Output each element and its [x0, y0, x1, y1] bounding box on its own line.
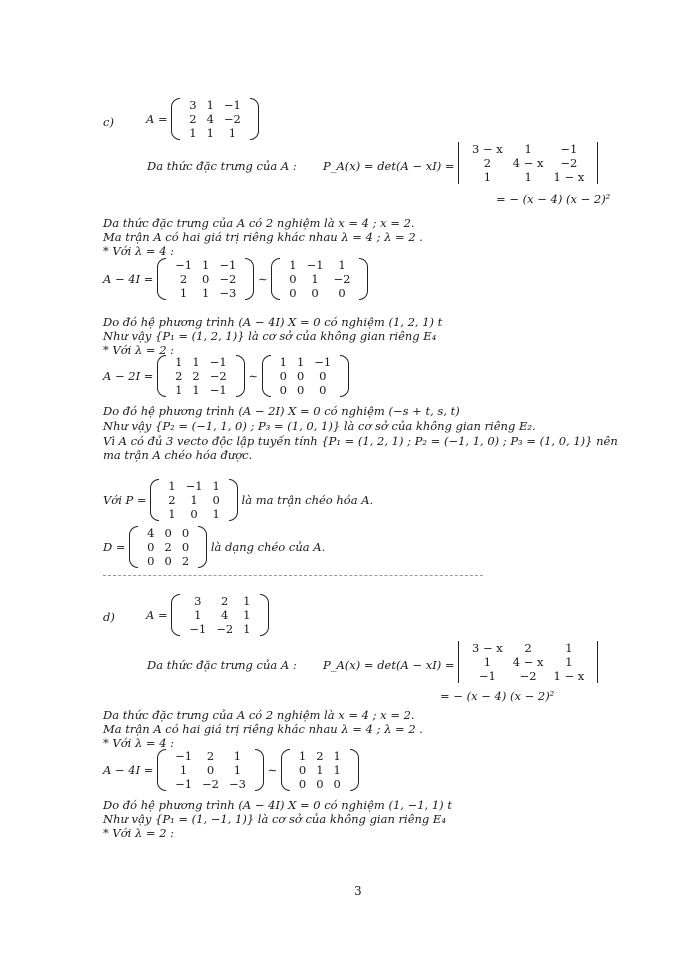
part-c-case2-label: * Với λ = 2 :	[103, 343, 175, 357]
matrix-grid	[170, 258, 241, 300]
part-d-case1-solution: Do đó hệ phương trình (A − 4I) X = 0 có nghiệm (1, −1, 1) t	[103, 798, 452, 812]
right-paren	[340, 355, 349, 397]
matrix-cell: 1	[565, 641, 573, 655]
matrix-cell: 0	[190, 507, 198, 521]
matrix-cell: 1	[192, 383, 200, 397]
right-bar	[597, 641, 598, 683]
matrix-cell: 1	[202, 286, 210, 300]
matrix	[171, 98, 259, 140]
matrix-cell: 2	[206, 749, 215, 763]
left-paren	[171, 594, 180, 636]
part-d-label: d)	[103, 610, 115, 624]
matrix-cell: 1	[289, 258, 297, 272]
matrix-cell: 1	[524, 142, 532, 156]
part-c-case1-solution: Do đó hệ phương trình (A − 4I) X = 0 có nghiệm (1, 2, 1) t	[103, 315, 443, 329]
right-paren	[359, 258, 368, 300]
matrix-grid	[294, 749, 346, 791]
matrix-cell: 0	[338, 286, 346, 300]
matrix-cell: 1	[233, 763, 242, 777]
matrix-cell: 0	[296, 369, 305, 383]
matrix-cell: 1	[228, 126, 237, 140]
case2-lhs: A − 2I =	[103, 369, 154, 383]
matrix-cell: 4	[206, 112, 214, 126]
matrix-cell: 1 − x	[553, 669, 585, 683]
matrix-cell: −1	[314, 355, 332, 369]
part-c-conclusion-line1: Vì A có đủ 3 vecto độc lập tuyến tính {P₁ = (1, 2, 1) ; P₂ = (−1, 1, 0) ; P₃ = (1, 0, 1)} nên	[103, 434, 618, 448]
p-suffix: là ma trận chéo hóa A.	[241, 493, 374, 507]
matrix-cell: 3 − x	[472, 142, 503, 156]
part-c-label: c)	[103, 115, 114, 129]
matrix-a-name: A =	[146, 608, 168, 622]
left-paren	[171, 98, 180, 140]
matrix-cell: 0	[164, 554, 172, 568]
matrix-cell: −2	[223, 112, 241, 126]
right-paren	[245, 258, 254, 300]
matrix-cell: 3	[194, 594, 202, 608]
left-bar	[458, 641, 459, 683]
matrix-cell: 1	[206, 126, 214, 140]
left-paren	[271, 258, 280, 300]
case1-lhs: A − 4I =	[103, 763, 154, 777]
left-paren	[262, 355, 271, 397]
matrix-cell: 0	[316, 777, 324, 791]
right-paren	[255, 749, 264, 791]
part-d-char-poly-label: Da thức đặc trưng của A :	[147, 658, 297, 672]
determinant	[458, 641, 598, 683]
matrix-cell: 1	[202, 258, 210, 272]
matrix-cell: 3	[189, 98, 197, 112]
matrix-cell: −2	[560, 156, 578, 170]
left-paren	[281, 749, 290, 791]
part-d-char-poly-lhs: P_A(x) = det(A − xI) =	[323, 658, 455, 672]
d-prefix: D =	[103, 540, 126, 554]
matrix-cell: −2	[209, 369, 227, 383]
matrix-cell: 1	[168, 507, 176, 521]
matrix-cell: 1	[338, 258, 346, 272]
matrix-cell: 1	[179, 286, 188, 300]
matrix-cell: 1	[298, 749, 307, 763]
matrix-cell: 1	[212, 507, 220, 521]
matrix-cell: 2	[221, 594, 229, 608]
matrix-cell: 2	[181, 554, 190, 568]
matrix-cell: 0	[279, 383, 287, 397]
part-c-case2-row	[103, 355, 349, 397]
matrix-cell: −2	[202, 777, 219, 791]
matrix-cell: 0	[311, 286, 319, 300]
equivalent-symbol: ∼	[248, 369, 258, 383]
matrix-cell: 0	[164, 526, 172, 540]
matrix-grid	[275, 355, 337, 397]
matrix-cell: 0	[289, 286, 297, 300]
case1-lhs: A − 4I =	[103, 272, 154, 286]
matrix-cell: 1	[565, 655, 573, 669]
matrix-cell: 0	[181, 526, 190, 540]
matrix-cell: 1	[206, 98, 214, 112]
matrix-cell: 2	[175, 369, 183, 383]
matrix-cell: 4 − x	[512, 655, 544, 669]
part-d-eigen-line: Ma trận A có hai giá trị riêng khác nhau λ = 4 ; λ = 2 .	[103, 722, 423, 736]
matrix-grid	[170, 749, 251, 791]
matrix-cell: −3	[228, 777, 246, 791]
matrix-cell: −1	[175, 258, 193, 272]
matrix	[157, 258, 254, 300]
equivalent-symbol: ∼	[267, 763, 278, 777]
part-d-case2-label: * Với λ = 2 :	[103, 826, 175, 840]
matrix-grid	[184, 594, 255, 636]
matrix-cell: 1 − x	[553, 170, 585, 184]
matrix-cell: −1	[306, 258, 324, 272]
matrix-cell: 1	[483, 170, 492, 184]
left-paren	[157, 749, 166, 791]
matrix-cell: 0	[147, 554, 155, 568]
matrix-cell: −1	[209, 355, 227, 369]
right-paren	[250, 98, 259, 140]
matrix-cell: 1	[189, 126, 197, 140]
matrix-cell: 3 − x	[472, 641, 503, 655]
matrix-cell: 1	[243, 594, 251, 608]
matrix-cell: 1	[524, 170, 532, 184]
matrix-cell: 4 − x	[512, 156, 544, 170]
matrix-a-name: A =	[146, 112, 168, 126]
matrix-cell: 1	[233, 749, 242, 763]
part-d-case1-basis: Như vậy {P₁ = (1, −1, 1)} là cơ sở của không gian riêng E₄	[103, 812, 446, 826]
matrix-cell: 2	[189, 112, 197, 126]
part-c-d-row	[103, 526, 325, 568]
matrix-cell: 1	[483, 655, 492, 669]
section-divider	[103, 575, 483, 576]
matrix-cell: 2	[192, 369, 200, 383]
left-paren	[129, 526, 138, 568]
part-c-det-matrix	[458, 142, 598, 184]
part-c-case1-row	[103, 258, 368, 300]
right-paren	[236, 355, 245, 397]
matrix-cell: 2	[524, 641, 532, 655]
matrix-cell: 1	[243, 608, 251, 622]
matrix-cell: −1	[175, 749, 193, 763]
matrix-cell: 1	[190, 493, 198, 507]
matrix-cell: 1	[243, 622, 251, 636]
matrix-cell: −1	[478, 669, 496, 683]
matrix	[150, 479, 238, 521]
matrix-cell: 1	[316, 763, 324, 777]
matrix-cell: 1	[175, 383, 183, 397]
right-paren	[260, 594, 269, 636]
matrix	[271, 258, 368, 300]
matrix-cell: −1	[560, 142, 578, 156]
matrix-cell: −1	[219, 258, 237, 272]
part-c-char-poly-label: Da thức đặc trưng của A :	[147, 159, 297, 173]
matrix-cell: −1	[223, 98, 241, 112]
matrix-cell: −1	[175, 777, 193, 791]
matrix-grid	[163, 479, 225, 521]
matrix-cell: 0	[289, 272, 297, 286]
matrix-cell: 2	[164, 540, 172, 554]
matrix-cell: 4	[221, 608, 229, 622]
part-c-conclusion-line2: ma trận A chéo hóa được.	[103, 448, 253, 462]
matrix-cell: 0	[298, 777, 307, 791]
matrix-grid	[184, 98, 246, 140]
matrix-grid	[142, 526, 194, 568]
part-c-roots-line: Da thức đặc trưng của A có 2 nghiệm là x = 4 ; x = 2.	[103, 216, 415, 230]
part-c-case2-solution: Do đó hệ phương trình (A − 2I) X = 0 có nghiệm (−s + t, s, t)	[103, 404, 460, 418]
matrix-cell: 0	[181, 540, 190, 554]
matrix-cell: −2	[333, 272, 351, 286]
equivalent-symbol: ∼	[257, 272, 268, 286]
part-c-char-poly-result: = − (x − 4) (x − 2)²	[496, 192, 611, 206]
matrix	[171, 594, 268, 636]
right-paren	[229, 479, 238, 521]
matrix-grid	[284, 258, 355, 300]
matrix-grid	[170, 355, 232, 397]
matrix-cell: 1	[168, 479, 176, 493]
matrix-grid	[467, 641, 589, 683]
d-suffix: là dạng chéo của A.	[210, 540, 326, 554]
part-c-case1-basis: Như vậy {P₁ = (1, 2, 1)} là cơ sở của không gian riêng E₄	[103, 329, 437, 343]
matrix-cell: 0	[319, 383, 327, 397]
part-c-char-poly-lhs: P_A(x) = det(A − xI) =	[323, 159, 455, 173]
part-c-case2-basis: Như vậy {P₂ = (−1, 1, 0) ; P₃ = (1, 0, 1)} là cơ sở của không gian riêng E₂.	[103, 419, 536, 433]
matrix-cell: −1	[189, 622, 207, 636]
matrix-cell: 1	[179, 763, 188, 777]
left-paren	[157, 258, 166, 300]
matrix-cell: 0	[147, 540, 155, 554]
part-d-case1-row	[103, 749, 359, 791]
matrix-cell: 1	[194, 608, 202, 622]
part-c-matrix-a	[146, 98, 259, 140]
matrix-cell: −2	[219, 272, 237, 286]
part-c-p-row	[103, 479, 373, 521]
right-paren	[350, 749, 359, 791]
right-bar	[597, 142, 598, 184]
matrix-cell: −1	[185, 479, 203, 493]
matrix-cell: 1	[296, 355, 305, 369]
part-d-case1-label: * Với λ = 4 :	[103, 736, 175, 750]
matrix-cell: 0	[212, 493, 220, 507]
matrix-cell: 0	[206, 763, 215, 777]
matrix-cell: 1	[175, 355, 183, 369]
matrix	[129, 526, 207, 568]
left-paren	[157, 355, 166, 397]
matrix-cell: 2	[483, 156, 492, 170]
matrix	[157, 749, 264, 791]
matrix-cell: 1	[333, 763, 341, 777]
matrix-cell: 1	[192, 355, 200, 369]
matrix-cell: 0	[333, 777, 341, 791]
matrix-cell: 1	[311, 272, 319, 286]
left-bar	[458, 142, 459, 184]
matrix-cell: 0	[319, 369, 327, 383]
part-c-eigen-line: Ma trận A có hai giá trị riêng khác nhau λ = 4 ; λ = 2 .	[103, 230, 423, 244]
matrix-cell: −1	[209, 383, 227, 397]
matrix	[281, 749, 359, 791]
part-d-roots-line: Da thức đặc trưng của A có 2 nghiệm là x = 4 ; x = 2.	[103, 708, 415, 722]
matrix-cell: 1	[212, 479, 220, 493]
matrix-cell: 2	[168, 493, 176, 507]
matrix-cell: 4	[147, 526, 155, 540]
matrix-cell: 0	[296, 383, 305, 397]
matrix	[157, 355, 245, 397]
matrix-cell: 0	[298, 763, 307, 777]
matrix-cell: −2	[216, 622, 234, 636]
matrix-cell: 2	[316, 749, 324, 763]
matrix	[262, 355, 350, 397]
page-number: 3	[354, 884, 362, 898]
determinant	[458, 142, 598, 184]
matrix-cell: 0	[279, 369, 287, 383]
part-d-det-matrix	[458, 641, 598, 683]
matrix-cell: 2	[179, 272, 188, 286]
p-prefix: Với P =	[103, 493, 147, 507]
part-d-matrix-a	[146, 594, 269, 636]
left-paren	[150, 479, 159, 521]
matrix-cell: 1	[279, 355, 287, 369]
matrix-cell: −3	[219, 286, 237, 300]
matrix-cell: 0	[202, 272, 210, 286]
matrix-cell: 1	[333, 749, 341, 763]
matrix-cell: −2	[519, 669, 537, 683]
part-d-char-poly-result: = − (x − 4) (x − 2)²	[440, 689, 555, 703]
right-paren	[198, 526, 207, 568]
part-c-case1-label: * Với λ = 4 :	[103, 244, 175, 258]
matrix-grid	[467, 142, 589, 184]
